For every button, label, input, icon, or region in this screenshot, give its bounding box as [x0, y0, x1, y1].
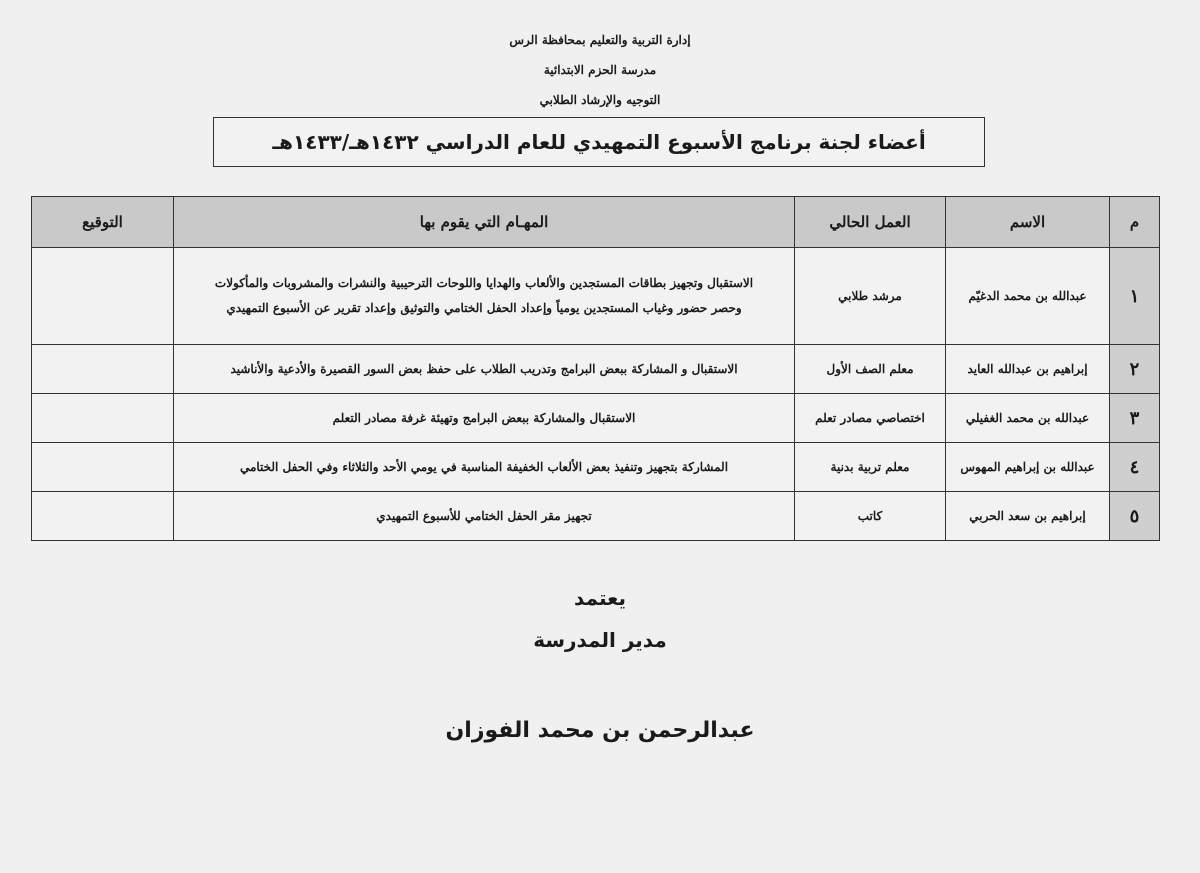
column-header-num: م	[1110, 197, 1160, 248]
table-row	[32, 443, 1160, 492]
document-title: أعضاء لجنة برنامج الأسبوع التمهيدي للعام الدراسي ١٤٣٢هـ/١٤٣٣هـ	[213, 117, 985, 167]
column-header-tasks: المهـام التي يقوم بها	[174, 197, 795, 248]
member-tasks-line: وحصر حضور وغياب المستجدين يومياً وإعداد الحفل الختامي والتوثيق وإعداد تقرير عن الأسبوع التمهيدي	[226, 301, 742, 315]
row-number: ١	[1110, 248, 1160, 345]
member-name: عبدالله بن إبراهيم المهوس	[946, 443, 1110, 492]
principal-name: عبدالرحمن بن محمد الفوزان	[445, 718, 755, 743]
row-number: ٤	[1110, 443, 1160, 492]
table-row	[32, 248, 1160, 345]
member-tasks: تجهيز مقر الحفل الختامي للأسبوع التمهيدي	[174, 492, 795, 541]
committee-members-table	[31, 196, 1160, 541]
member-job: معلم الصف الأول	[795, 345, 946, 394]
signature-cell	[32, 248, 174, 345]
column-header-name: الاسم	[946, 197, 1110, 248]
principal-role: مدير المدرسة	[533, 628, 667, 652]
member-tasks: الاستقبال والمشاركة ببعض البرامج وتهيئة غرفة مصادر التعلم	[174, 394, 795, 443]
member-job: كاتب	[795, 492, 946, 541]
header-department: التوجيه والإرشاد الطلابي	[539, 93, 661, 107]
row-number: ٣	[1110, 394, 1160, 443]
row-number: ٢	[1110, 345, 1160, 394]
table-row	[32, 345, 1160, 394]
approval-label: يعتمد	[574, 586, 626, 610]
signature-cell	[32, 394, 174, 443]
member-job: مرشد طلابي	[795, 248, 946, 345]
member-tasks	[174, 248, 795, 345]
row-number: ٥	[1110, 492, 1160, 541]
signature-cell	[32, 492, 174, 541]
table-header-row	[32, 197, 1160, 248]
member-name: عبدالله بن محمد الدغيّم	[946, 248, 1110, 345]
member-tasks: المشاركة بتجهيز وتنفيذ بعض الألعاب الخفيفة المناسبة في يومي الأحد والثلاثاء وفي الحفل الختامي	[174, 443, 795, 492]
header-school: مدرسة الحزم الابتدائية	[543, 63, 657, 77]
table-row	[32, 394, 1160, 443]
member-name: إبراهيم بن سعد الحربي	[946, 492, 1110, 541]
column-header-job: العمل الحالي	[795, 197, 946, 248]
member-tasks: الاستقبال و المشاركة ببعض البرامج وتدريب الطلاب على حفظ بعض السور القصيرة والأدعية والأناشيد	[174, 345, 795, 394]
column-header-signature: التوقيع	[32, 197, 174, 248]
signature-cell	[32, 345, 174, 394]
member-job: اختصاصي مصادر تعلم	[795, 394, 946, 443]
header-directorate: إدارة التربية والتعليم بمحافظة الرس	[509, 33, 691, 47]
member-tasks-line: الاستقبال وتجهيز بطاقات المستجدين والألعاب والهدايا واللوحات الترحيبية والنشرات والمشروبات والمأكولات	[214, 276, 754, 290]
member-name: عبدالله بن محمد الغفيلي	[946, 394, 1110, 443]
member-job: معلم تربية بدنية	[795, 443, 946, 492]
member-name: إبراهيم بن عبدالله العايد	[946, 345, 1110, 394]
signature-cell	[32, 443, 174, 492]
table-row	[32, 492, 1160, 541]
